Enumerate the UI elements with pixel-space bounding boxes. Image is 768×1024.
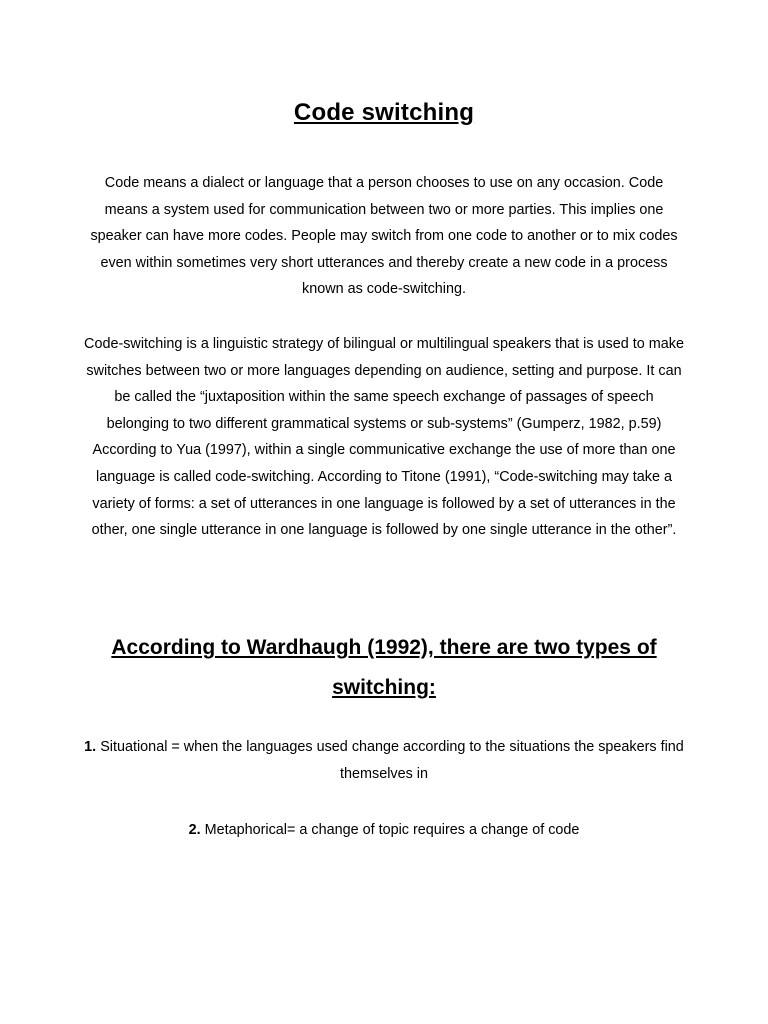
list-item-metaphorical bbox=[84, 817, 684, 844]
page-title: Code switching bbox=[293, 99, 475, 126]
list-item-number: 2. bbox=[188, 822, 201, 838]
intro-paragraph: Code means a dialect or language that a person chooses to use on any occasion. Code means a system used for communication between two or more parties. This implies one speaker can have more codes. People may switch from one code to another or to mix codes even within sometimes very short utterances and thereby create a new code in a process known as code-switching. bbox=[90, 175, 678, 298]
list-item-text: Metaphorical= a change of topic requires a change of code bbox=[204, 822, 580, 838]
section-heading: According to Wardhaugh (1992), there are two types of switching: bbox=[111, 636, 657, 699]
definition-paragraph: Code-switching is a linguistic strategy of bilingual or multilingual speakers that is used to make switches between two or more languages depending on audience, setting and purpose. It can be called the “juxtaposition within the same speech exchange of passages of speech belonging to two different grammatical systems or sub-systems” (Gumperz, 1982, p.59) According to Yua (1997), within a single communicative exchange the use of more than one language is called code-switching. According to Titone (1991), “Code-switching may take a variety of forms: a set of utterances in one language is followed by a set of utterances in the other, one single utterance in one language is followed by one single utterance in the other”. bbox=[84, 336, 684, 539]
list-item-number: 1. bbox=[84, 739, 97, 755]
list-item-text: Situational = when the languages used change according to the situations the speakers find themselves in bbox=[100, 739, 684, 782]
list-item-situational bbox=[84, 734, 684, 787]
